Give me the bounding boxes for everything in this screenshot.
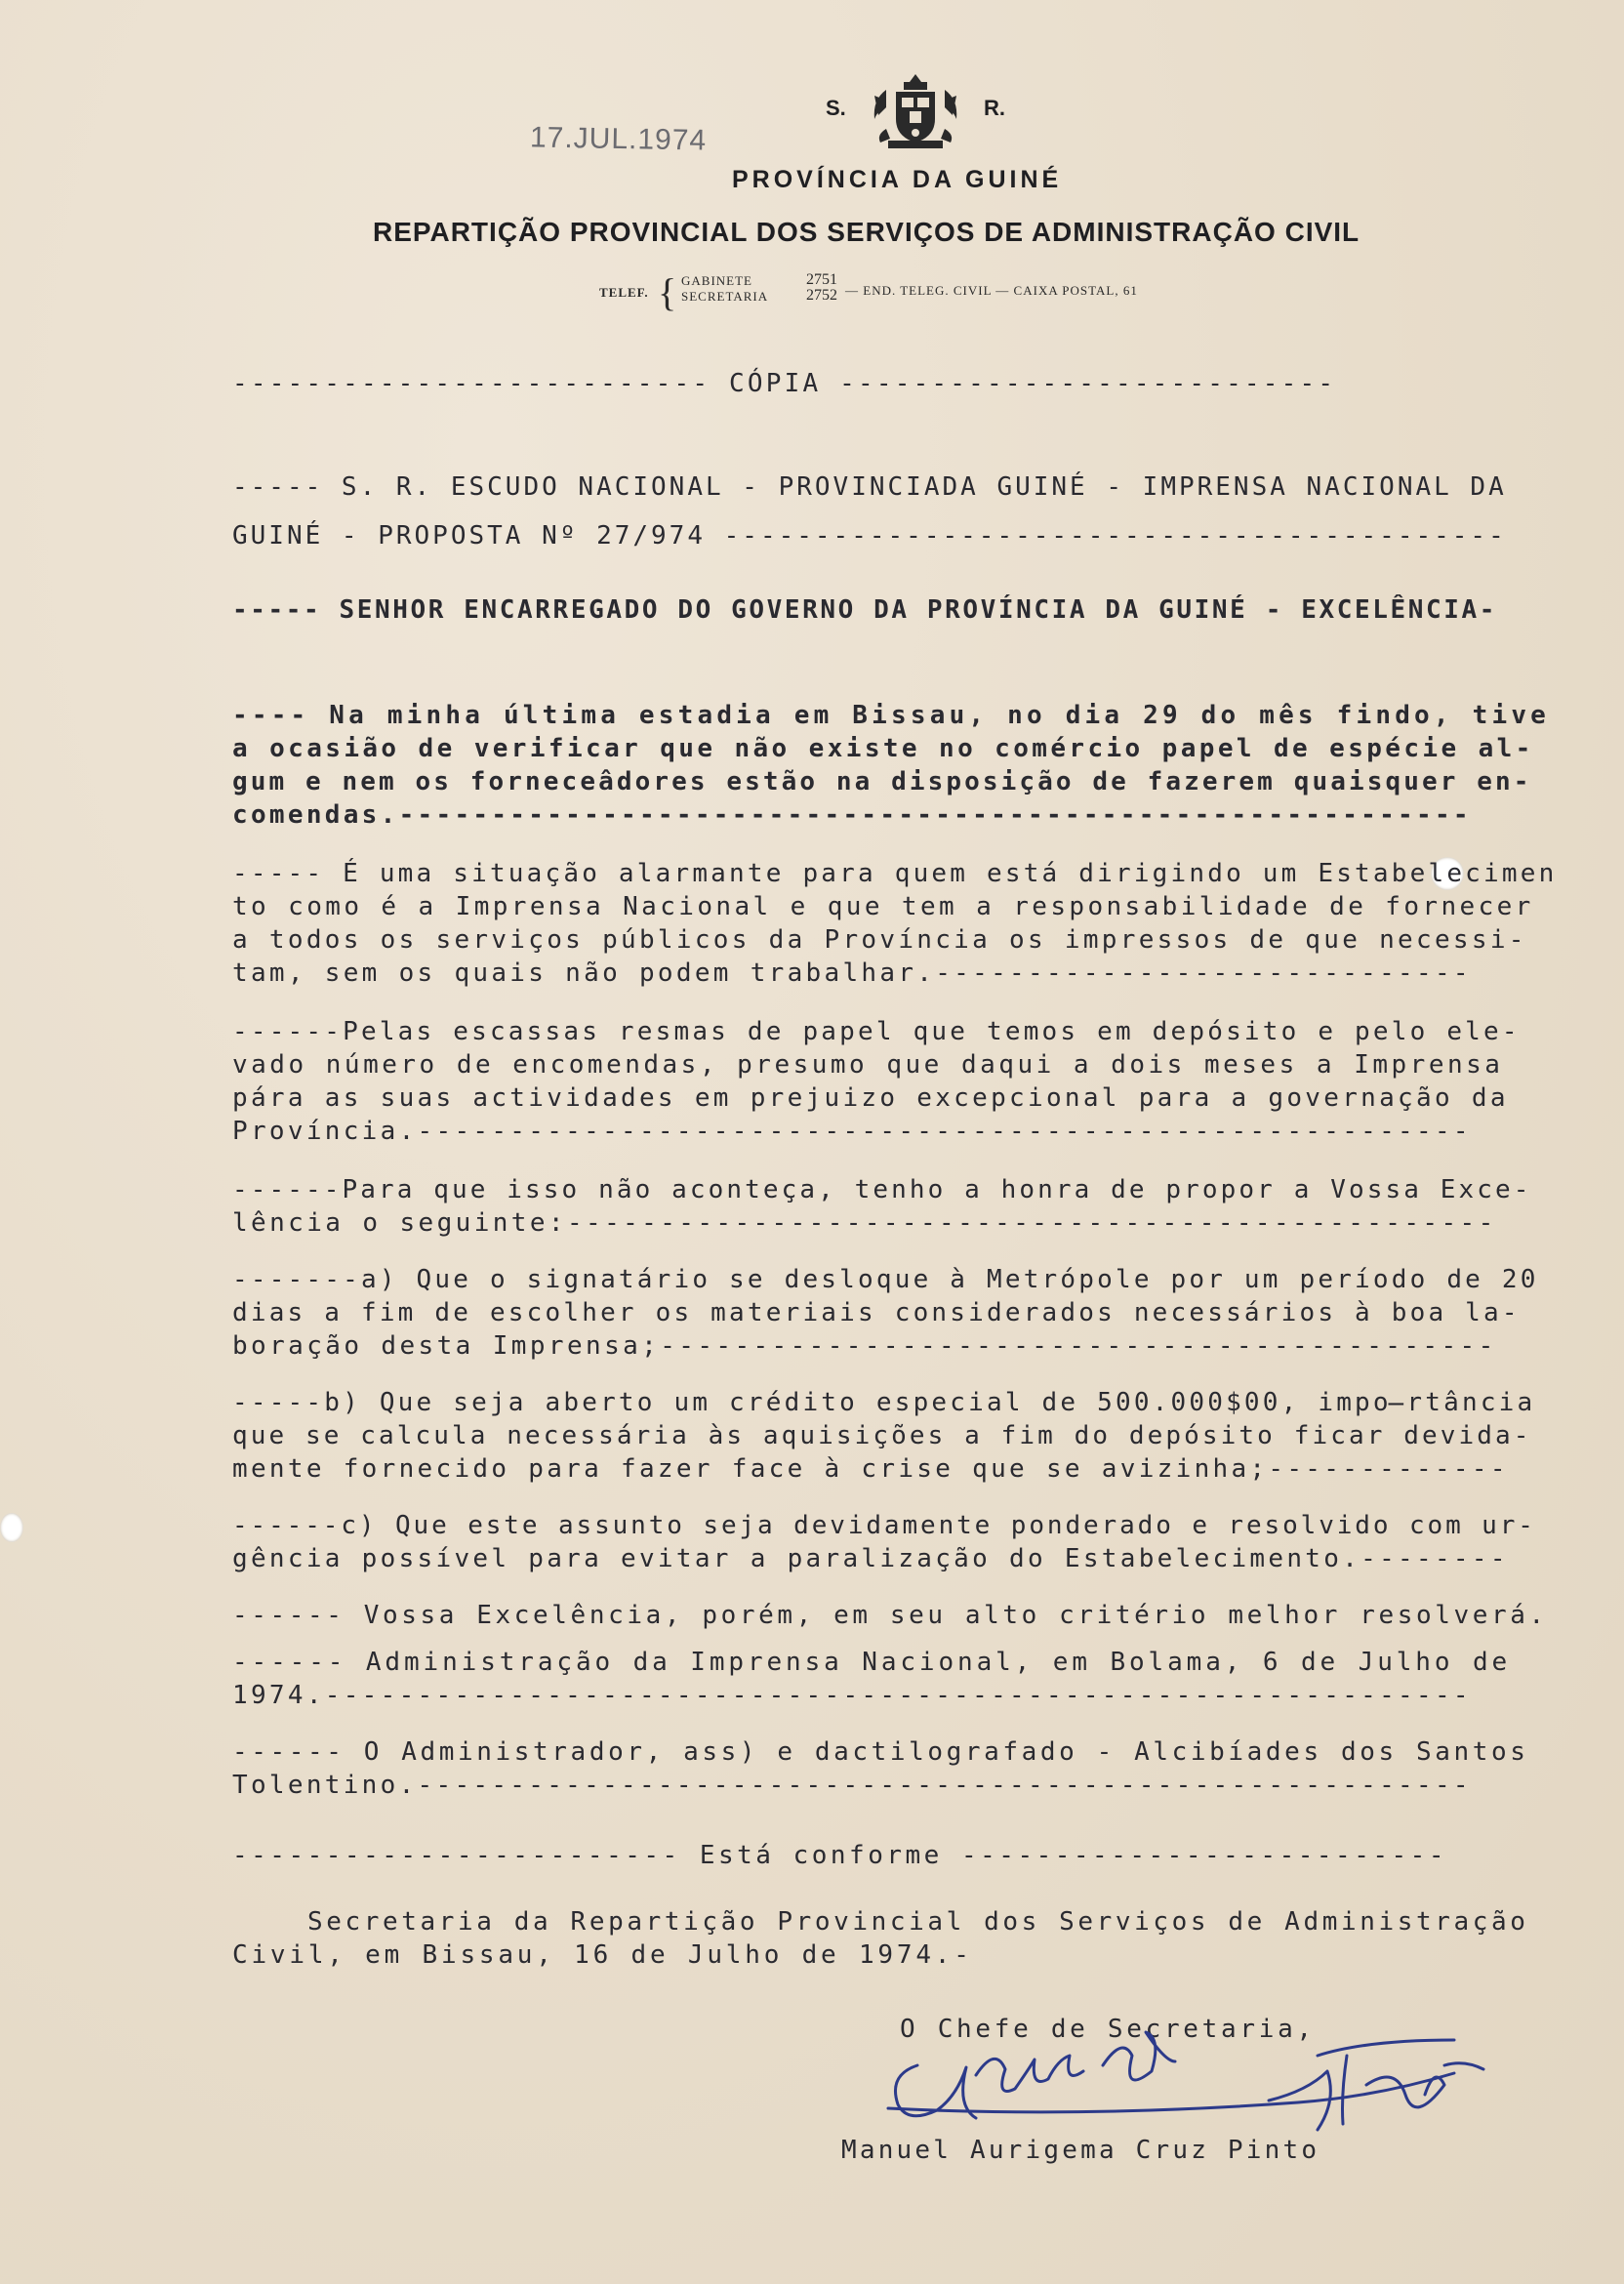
paragraph-4-line-2: lência o seguinte:--------------------------------------------------: [232, 1208, 1497, 1238]
paragraph-2-line-3: a todos os serviços públicos da Província os impressos de que necessi-: [232, 925, 1527, 955]
place-date-line-1: ------ Administração da Imprensa Nacional, em Bolama, 6 de Julho de: [232, 1648, 1512, 1677]
reference-line-2: GUINÉ - PROPOSTA Nº 27/974 -------------------------------------------: [232, 521, 1507, 551]
secretariat-line-1: Secretaria da Repartição Provincial dos Serviços de Administração: [232, 1907, 1529, 1937]
item-b-line-2: que se calcula necessária às aquisições a fim do depósito ficar devida-: [232, 1421, 1532, 1450]
header-r: R.: [984, 96, 1005, 120]
item-a-line-2: dias a fim de escolher os materiais considerados necessários à boa la-: [232, 1298, 1521, 1327]
paragraph-1-line-4: comendas.----------------------------------------------------------: [232, 800, 1472, 830]
addressee-line: ----- SENHOR ENCARREGADO DO GOVERNO DA PROVÍNCIA DA GUINÉ - EXCELÊNCIA-: [232, 595, 1497, 625]
paragraph-3-line-3: pára as suas actividades em prejuizo excepcional para a governação da: [232, 1083, 1509, 1113]
province-heading: PROVÍNCIA DA GUINÉ: [732, 166, 1063, 193]
item-c-line-1: ------c) Que este assunto seja devidamente ponderado e resolvido com ur-: [232, 1511, 1536, 1540]
closing-line: ------ Vossa Excelência, porém, em seu alto critério melhor resolverá.: [232, 1601, 1548, 1630]
department-heading: REPARTIÇÃO PROVINCIAL DOS SERVIÇOS DE ADMINISTRAÇÃO CIVIL: [373, 217, 1360, 247]
secretariat-line-2: Civil, em Bissau, 16 de Julho de 1974.-: [232, 1940, 973, 1970]
received-date-stamp: 17.JUL.1974: [529, 121, 708, 157]
paragraph-1-line-3: gum e nem os forneceâdores estão na disposição de fazerem quaisquer en-: [232, 767, 1532, 796]
phone-gabinete-label: GABINETE: [681, 273, 752, 288]
paragraph-4-line-1: ------Para que isso não aconteça, tenho a honra de propor a Vossa Exce-: [232, 1175, 1532, 1204]
administrator-line-2: Tolentino.---------------------------------------------------------: [232, 1771, 1472, 1800]
coat-of-arms-icon: [867, 70, 964, 154]
handwritten-signature: [859, 2026, 1542, 2153]
administrator-line-1: ------ O Administrador, ass) e dactilografado - Alcibíades dos Santos: [232, 1737, 1529, 1767]
paragraph-3-line-1: ------Pelas escassas resmas de papel que temos em depósito e pelo ele-: [232, 1017, 1521, 1046]
signatory-title: O Chefe de Secretaria,: [900, 2015, 1316, 2044]
paragraph-1-line-1: ---- Na minha última estadia em Bissau, no dia 29 do mês findo, tive: [232, 701, 1551, 730]
telegraph-postal-info: — END. TELEG. CIVIL — CAIXA POSTAL, 61: [845, 283, 1138, 298]
paragraph-2-line-4: tam, sem os quais não podem trabalhar.-----------------------------: [232, 958, 1472, 988]
phone-secretaria-number: 2752: [806, 287, 837, 304]
paragraph-3-line-4: Província.---------------------------------------------------------: [232, 1117, 1472, 1146]
item-a-line-3: boração desta Imprensa;---------------------------------------------: [232, 1331, 1497, 1361]
header-s: S.: [826, 96, 846, 120]
place-date-line-2: 1974.--------------------------------------------------------------: [232, 1681, 1472, 1710]
paragraph-2-line-1: ----- É uma situação alarmante para quem está dirigindo um Estabelecimen: [232, 859, 1558, 888]
punch-hole-left: [0, 1513, 23, 1542]
phone-brace: {: [658, 270, 677, 314]
certification-line: ------------------------ Está conforme --------------------------: [232, 1841, 1447, 1870]
item-b-line-3: mente fornecido para fazer face à crise que se avizinha;-------------: [232, 1454, 1509, 1484]
paragraph-2-line-2: to como é a Imprensa Nacional e que tem a responsabilidade de fornecer: [232, 892, 1534, 921]
paragraph-1-line-2: a ocasião de verificar que não existe no comércio papel de espécie al-: [232, 734, 1534, 763]
item-b-line-1: -----b) Que seja aberto um crédito especial de 500.000$00, impo̶rtância: [232, 1388, 1536, 1417]
paragraph-3-line-2: vado número de encomendas, presumo que daqui a dois meses a Imprensa: [232, 1050, 1504, 1080]
phone-label: TELEF.: [599, 285, 649, 300]
signatory-name: Manuel Aurigema Cruz Pinto: [841, 2136, 1320, 2165]
copy-heading: -------------------------- CÓPIA ---------------------------: [232, 369, 1337, 398]
phone-gabinete-number: 2751: [806, 271, 837, 288]
item-a-line-1: -------a) Que o signatário se desloque à Metrópole por um período de 20: [232, 1265, 1539, 1294]
phone-secretaria-label: SECRETARIA: [681, 289, 769, 304]
item-c-line-2: gência possível para evitar a paralização do Estabelecimento.--------: [232, 1544, 1509, 1573]
reference-line-1: ----- S. R. ESCUDO NACIONAL - PROVINCIADA GUINÉ - IMPRENSA NACIONAL DA: [232, 472, 1507, 502]
